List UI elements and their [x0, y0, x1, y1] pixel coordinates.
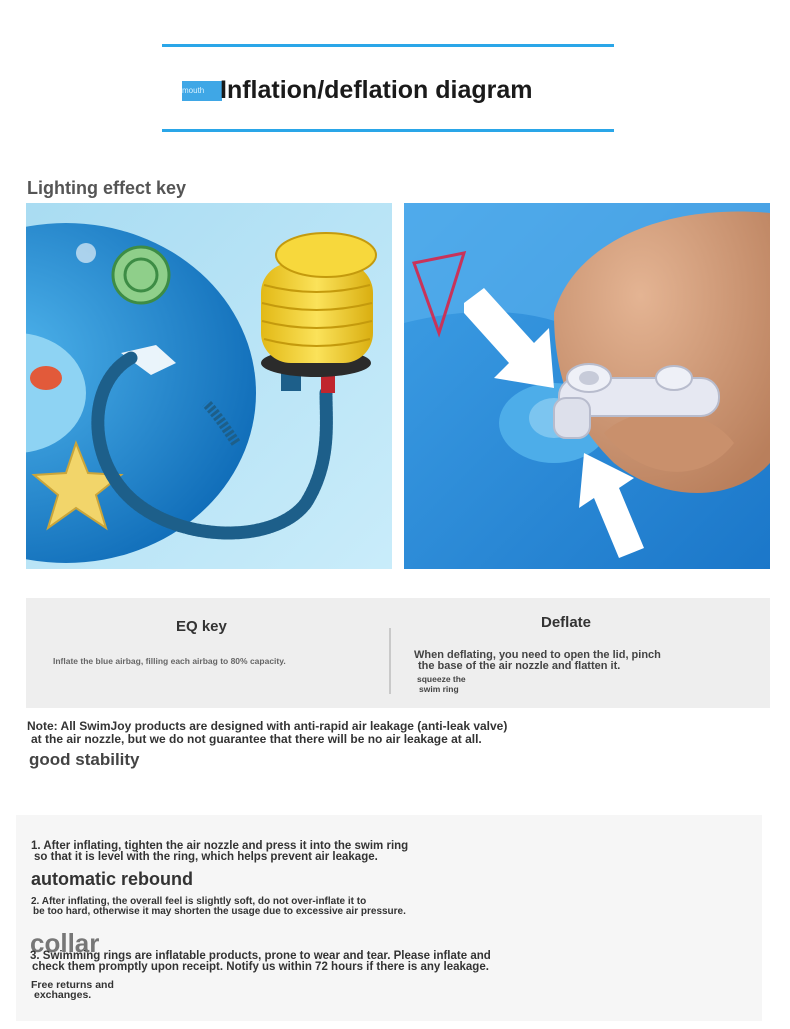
note-line2: at the air nozzle, but we do not guarantee that there will be no air leakage at all.	[31, 732, 482, 746]
deflate-caption-line2: swim ring	[419, 684, 459, 694]
instruction-3-line1: 3. Swimming rings are inflatable products, prone to wear and tear. Please inflate and	[30, 950, 491, 962]
instruction-2-line2: be too hard, otherwise it may shorten the usage due to excessive air pressure.	[33, 906, 406, 917]
page-title: Inflation/deflation diagram	[220, 76, 533, 104]
returns-line2: exchanges.	[34, 989, 92, 1001]
deflate-text-line1: When deflating, you need to open the lid, pinch	[414, 649, 661, 661]
instruction-1-line2: so that it is level with the ring, which helps prevent air leakage.	[34, 851, 378, 863]
eq-key-text: Inflate the blue airbag, filling each airbag to 80% capacity.	[53, 656, 286, 666]
swim-ring-pump-photo	[26, 203, 392, 569]
instruction-2-line1: 2. After inflating, the overall feel is slightly soft, do not over-inflate it to	[31, 896, 367, 907]
feature-collar: collar	[30, 928, 100, 958]
feature-good-stability: good stability	[29, 750, 140, 769]
deflate-title: Deflate	[541, 614, 592, 631]
panel-divider	[389, 628, 391, 694]
header-top-rule	[162, 44, 614, 47]
deflate-caption-line1: squeeze the	[417, 674, 466, 684]
header-bottom-rule	[162, 129, 614, 132]
returns-line1: Free returns and	[31, 979, 114, 991]
swim-ring-pump-illustration	[26, 203, 392, 569]
eq-key-title: EQ key	[176, 618, 227, 635]
instruction-3-line2: check them promptly upon receipt. Notify us within 72 hours if there is any leakage.	[32, 961, 489, 973]
header-tag: mouth	[182, 81, 222, 101]
instruction-1-line1: 1. After inflating, tighten the air nozzle and press it into the swim ring	[31, 840, 409, 852]
valve-pinch-photo	[404, 203, 770, 569]
feature-automatic-rebound: automatic rebound	[31, 869, 194, 889]
valve-pinch-illustration	[404, 203, 770, 569]
deflate-text-line2: the base of the air nozzle and flatten it.	[418, 660, 621, 672]
note-line1: Note: All SwimJoy products are designed with anti-rapid air leakage (anti-leak valve)	[27, 719, 508, 733]
section-heading: Lighting effect key	[27, 178, 187, 198]
